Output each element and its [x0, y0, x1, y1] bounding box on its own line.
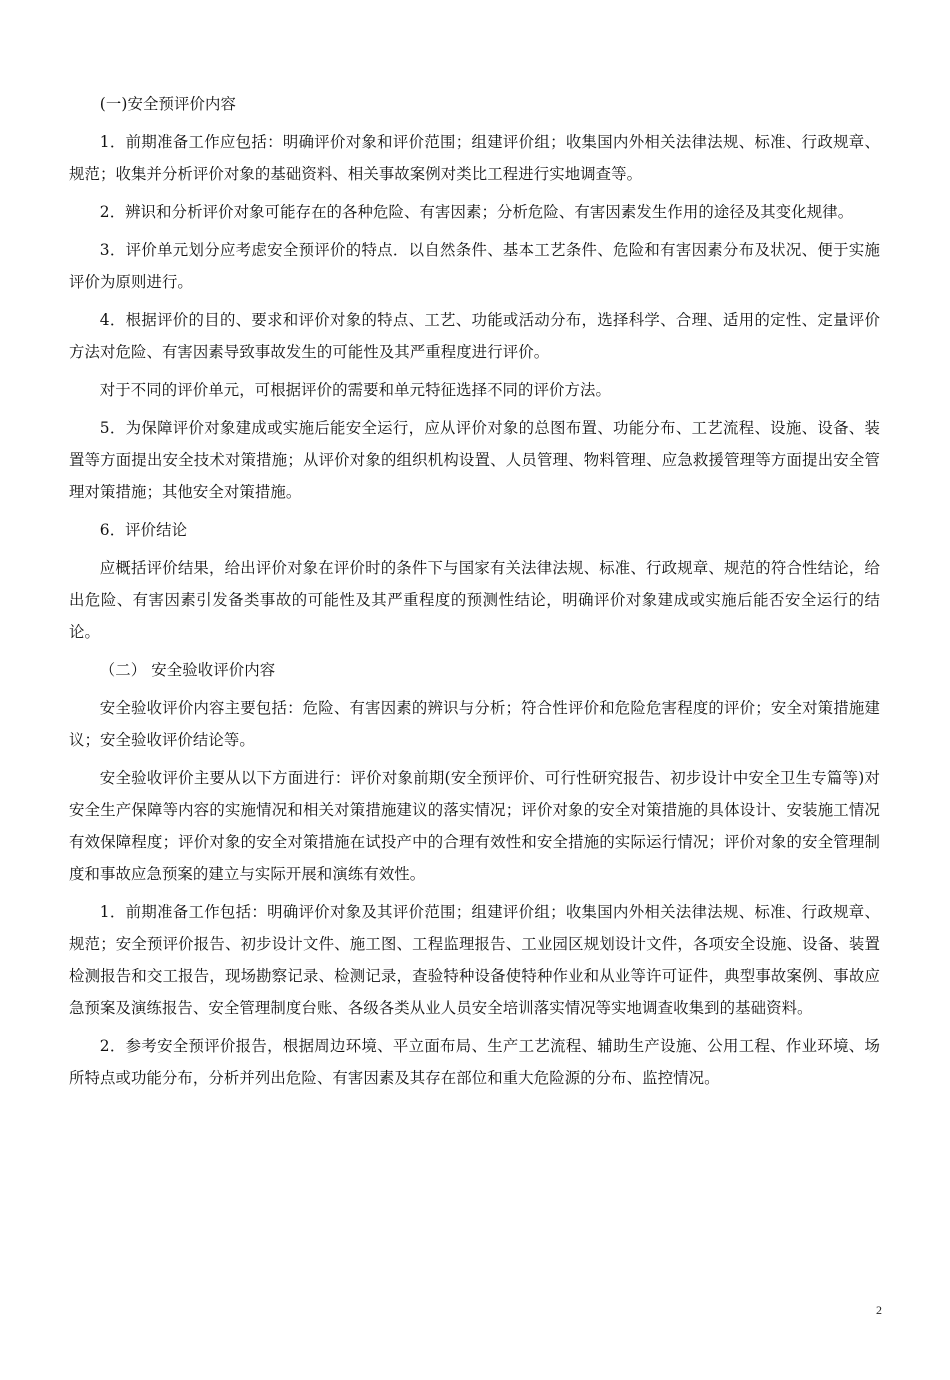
paragraph: 安全验收评价主要从以下方面进行：评价对象前期(安全预评价、可行性研究报告、初步设计中安全卫生专篇等)对安全生产保障等内容的实施情况和相关对策措施建议的落实情况；评价对象的安全对策措施的具体设计、安装施工情况有效保障程度；评价对象的安全对策措施在试投产中的合理有效性和安全措施的实际运行情况；评价对象的安全管理制度和事故应急预案的建立与实际开展和演练有效性。 — [69, 769, 880, 883]
section-heading-acceptance-evaluation: （二） 安全验收评价内容 — [99, 661, 276, 679]
paragraph: 安全验收评价内容主要包括：危险、有害因素的辨识与分析；符合性评价和危险危害程度的评价；安全对策措施建议；安全验收评价结论等。 — [69, 699, 880, 749]
document-body — [69, 88, 880, 1100]
paragraph: 1．前期准备工作包括：明确评价对象及其评价范围；组建评价组；收集国内外相关法律法规、标准、行政规章、规范；安全预评价报告、初步设计文件、施工图、工程监理报告、工业园区规划设计文件，各项安全设施、设备、装置检测报告和交工报告，现场勘察记录、检测记录，查验特种设备使特种作业和从业等许可证件，典型事故案例、事故应急预案及演练报告、安全管理制度台账、各级各类从业人员安全培训落实情况等实地调查收集到的基础资料。 — [69, 903, 880, 1017]
page-number: 2 — [876, 1303, 882, 1317]
paragraph: 应概括评价结果，给出评价对象在评价时的条件下与国家有关法律法规、标准、行政规章、规范的符合性结论，给出危险、有害因素引发备类事故的可能性及其严重程度的预测性结论，明确评价对象建成或实施后能否安全运行的结论。 — [69, 559, 880, 641]
paragraph: 1．前期准备工作应包括：明确评价对象和评价范围；组建评价组；收集国内外相关法律法规、标准、行政规章、规范；收集并分析评价对象的基础资料、相关事故案例对类比工程进行实地调查等。 — [69, 133, 880, 183]
section-heading-pre-evaluation: (一)安全预评价内容 — [99, 95, 236, 113]
paragraph: 4．根据评价的目的、要求和评价对象的特点、工艺、功能或活动分布，选择科学、合理、适用的定性、定量评价方法对危险、有害因素导致事故发生的可能性及其严重程度进行评价。 — [69, 311, 880, 361]
paragraph: 2．辨识和分析评价对象可能存在的各种危险、有害因素；分析危险、有害因素发生作用的途径及其变化规律。 — [99, 203, 854, 221]
paragraph: 对于不同的评价单元，可根据评价的需要和单元特征选择不同的评价方法。 — [99, 381, 611, 399]
paragraph: 2．参考安全预评价报告，根据周边环境、平立面布局、生产工艺流程、辅助生产设施、公用工程、作业环境、场所特点或功能分布，分析并列出危险、有害因素及其存在部位和重大危险源的分布、监控情况。 — [69, 1037, 880, 1087]
paragraph: 5．为保障评价对象建成或实施后能安全运行，应从评价对象的总图布置、功能分布、工艺流程、设施、设备、装置等方面提出安全技术对策措施；从评价对象的组织机构设置、人员管理、物料管理、应急救援管理等方面提出安全管理对策措施；其他安全对策措施。 — [69, 419, 880, 501]
paragraph: 6．评价结论 — [99, 521, 188, 539]
paragraph: 3．评价单元划分应考虑安全预评价的特点．以自然条件、基本工艺条件、危险和有害因素分布及状况、便于实施评价为原则进行。 — [69, 241, 880, 291]
